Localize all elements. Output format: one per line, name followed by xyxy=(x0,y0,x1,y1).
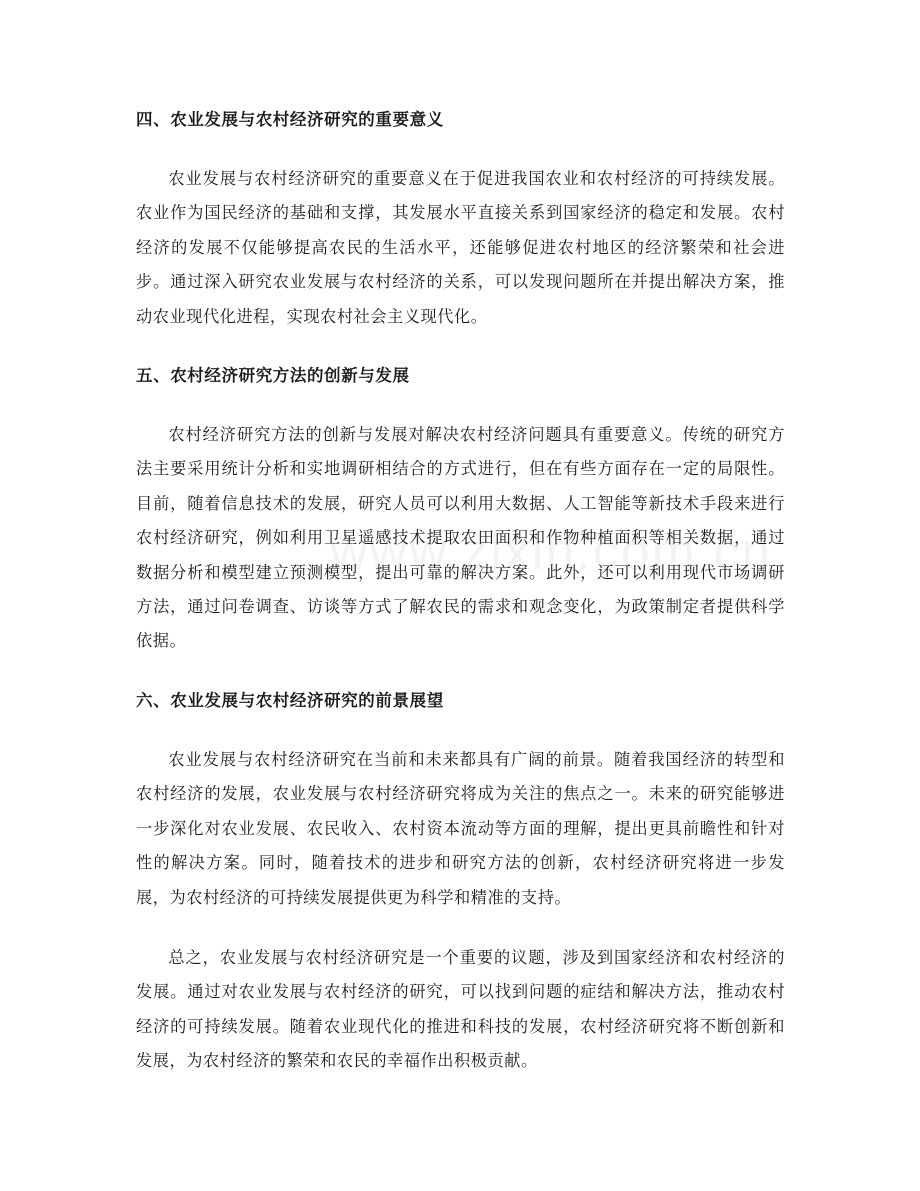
paragraph: 农业发展与农村经济研究在当前和未来都具有广阔的前景。随着我国经济的转型和农村经济的发展，农业发展与农村经济研究将成为关注的焦点之一。未来的研究能够进一步深化对农业发展、农民收入、农村资本流动等方面的理解，提出更具前瞻性和针对性的解决方案。同时，随着技术的进步和研究方法的创新，农村经济研究将进一步发展，为农村经济的可持续发展提供更为科学和精准的支持。 xyxy=(136,749,785,907)
section-heading: 四、农业发展与农村经济研究的重要意义 xyxy=(136,110,444,129)
paragraph: 农业发展与农村经济研究的重要意义在于促进我国农业和农村经济的可持续发展。农业作为国民经济的基础和支撑，其发展水平直接关系到国家经济的稳定和发展。农村经济的发展不仅能够提高农民的生活水平，还能够促进农村地区的经济繁荣和社会进步。通过深入研究农业发展与农村经济的关系，可以发现问题所在并提出解决方案，推动农业现代化进程，实现农村社会主义现代化。 xyxy=(136,169,785,326)
section-4 xyxy=(136,104,785,360)
paragraph: 总之，农业发展与农村经济研究是一个重要的议题，涉及到国家经济和农村经济的发展。通过对农业发展与农村经济的研究，可以找到问题的症结和解决方法，推动农村经济的可持续发展。随着农业现代化的推进和科技的发展，农村经济研究将不断创新和发展，为农村经济的繁荣和农民的幸福作出积极贡献。 xyxy=(136,947,785,1071)
section-heading: 五、农村经济研究方法的创新与发展 xyxy=(136,366,410,386)
section-5 xyxy=(136,360,785,685)
section-6 xyxy=(136,685,785,1079)
document-body xyxy=(136,104,785,1079)
section-heading: 六、农业发展与农村经济研究的前景展望 xyxy=(136,690,444,710)
paragraph: 农村经济研究方法的创新与发展对解决农村经济问题具有重要意义。传统的研究方法主要采用统计分析和实地调研相结合的方式进行，但在有些方面存在一定的局限性。目前，随着信息技术的发展，研究人员可以利用大数据、人工智能等新技术手段来进行农村经济研究，例如利用卫星遥感技术提取农田面积和作物种植面积等相关数据，通过数据分析和模型建立预测模型，提出可靠的解决方案。此外，还可以利用现代市场调研方法，通过问卷调查、访谈等方式了解农民的需求和观念变化，为政策制定者提供科学依据。 xyxy=(136,425,785,651)
